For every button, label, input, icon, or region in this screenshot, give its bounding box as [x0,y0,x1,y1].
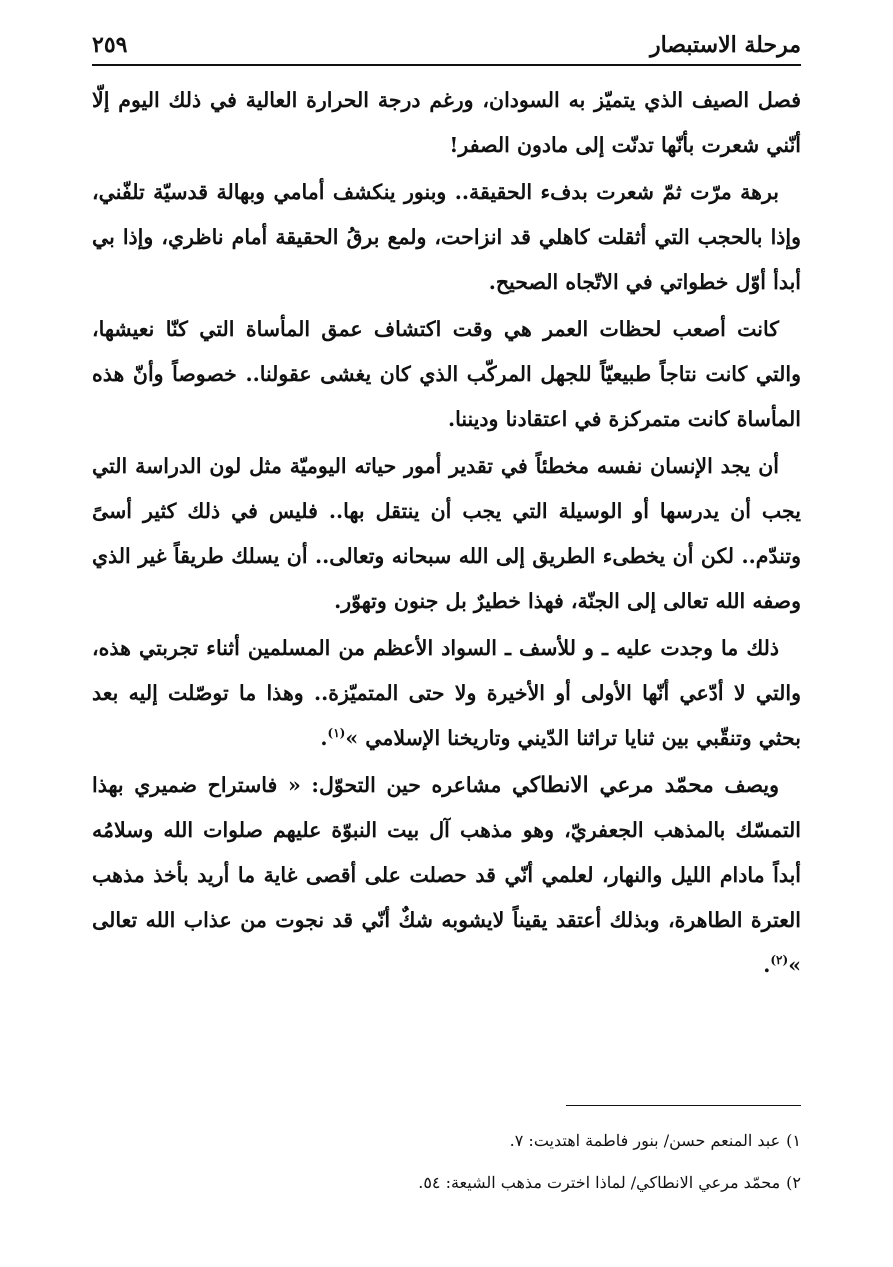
footnote-2 [92,1162,801,1204]
running-title: مرحلة الاستبصار [649,32,801,58]
running-head [92,30,801,60]
footnote-ref-2: (٢) [770,953,789,968]
page-number: ٢٥٩ [92,32,128,58]
footnote-text: عبد المنعم حسن/ بنور فاطمة اهتديت: ٧. [509,1131,781,1150]
paragraph-2: برهة مرّت ثمّ شعرت بدفء الحقيقة.. وبنور ينكشف أمامي وبهالة قدسيّة تلفّني، وإذا بالحجب التي أثقلت كاهلي قد انزاحت، ولمع برقُ الحقيقة أمام ناظري، وإذا بي أبدأ أوّل خطواتي في الاتّجاه الصحيح. [92,180,801,294]
paragraph-6-end: . [763,953,771,977]
paragraph-4: أن يجد الإنسان نفسه مخطئاً في تقدير أمور حياته اليوميّة مثل لون الدراسة التي يجب أن يدرسها أو الوسيلة التي يجب أن ينتقل بها.. فليس في ذلك كثير أسىً وتندّم.. لكن أن يخطىء الطريق إلى الله سبحانه وتعالى.. أن يسلك طريقاً غير الذي وصفه الله تعالى إلى الجنّة، فهذا خطيرٌ بل جنون وتهوّر. [92,454,801,613]
paragraph-3: كانت أصعب لحظات العمر هي وقت اكتشاف عمق المأساة التي كنّا نعيشها، والتي كانت نتاجاً طبيعيّاً للجهل المركّب الذي كان يغشى عقولنا.. خصوصاً وأنّ هذه المأساة كانت متمركزة في اعتقادنا وديننا. [92,317,801,431]
footnotes [92,1120,801,1204]
paragraph-5-text: ذلك ما وجدت عليه ـ و للأسف ـ السواد الأعظم من المسلمين أثناء تجربتي هذه، والتي لا أدّعي أنّها الأولى أو الأخيرة ولا حتى المتميّزة.. وهذا ما توصّلت إليه بعد بحثي وتنقّبي بين ثنايا تراثنا الدّيني وتاريخنا الإسلامي » [92,636,801,750]
paragraph-6 [92,763,801,988]
author-name: محمّد مرعي الانطاكي [511,773,714,798]
paragraph-1: فصل الصيف الذي يتميّز به السودان، ورغم درجة الحرارة العالية في ذلك اليوم إلّا أنّني شعرت بأنّها تدنّت إلى مادون الصفر! [92,88,801,157]
footnote-number: ١) [786,1131,801,1150]
body-text [92,78,801,990]
paragraph-5 [92,626,801,761]
footnote-text: محمّد مرعي الانطاكي/ لماذا اخترت مذهب الشيعة: ٥٤. [418,1173,781,1192]
paragraph-5-end: . [320,726,328,750]
footnote-number: ٢) [786,1173,801,1192]
paragraph-6-text: مشاعره حين التحوّل: « فاستراح ضميري بهذا التمسّك بالمذهب الجعفريّ، وهو مذهب آل بيت النبوّة عليهم صلوات الله وسلامُه أبداً مادام الليل والنهار، لعلمي أنّي قد حصلت على أقصى غاية ما أريد بأخذ مذهب العترة الطاهرة، وبذلك أعتقد يقيناً لايشوبه شكٌ أنّي قد نجوت من عذاب الله تعالى » [92,773,801,977]
footnote-rule [566,1105,801,1106]
header-rule [92,64,801,66]
footnote-ref-1: (١) [327,726,346,741]
paragraph-6-start: ويصف [724,773,779,797]
footnote-1 [92,1120,801,1162]
